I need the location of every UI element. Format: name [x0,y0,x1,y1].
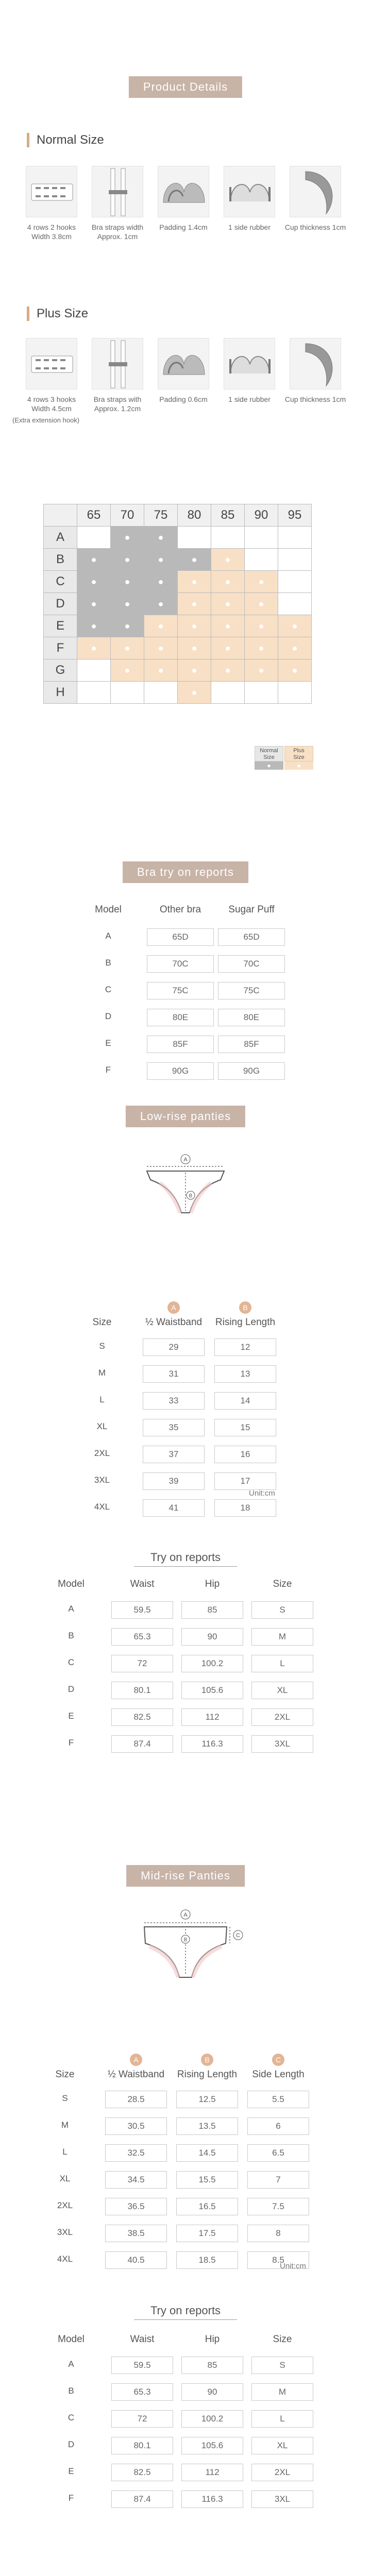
mid-rise-label: 3XL [57,2227,73,2237]
mid-rise-cell: 34.5 [105,2171,167,2189]
mid-rise-tryon-label: B [68,2386,74,2396]
bra-tryon-label: F [105,1065,111,1075]
mid-rise-cell: 36.5 [105,2198,167,2215]
normal-size-label: Normal Size [27,133,104,147]
size-chart-corner [44,504,77,527]
size-cell: ● [111,637,144,659]
size-cell: ● [144,571,178,593]
low-rise-tryon-cell: 2XL [251,1708,313,1726]
mid-rise-cell: 16.5 [176,2198,238,2215]
mid-rise-tryon-cell: S [251,2357,313,2374]
mid-rise-cell: 8 [247,2225,309,2242]
mid-rise-tryon-header: Hip [205,2334,220,2345]
size-cell [245,527,278,549]
mid-rise-cell: 7 [247,2171,309,2189]
mid-rise-cell: 28.5 [105,2091,167,2108]
bra-tryon-label: B [105,958,111,968]
padding-icon [158,338,209,389]
mid-rise-tryon-label: F [68,2493,74,2503]
low-rise-cell: 15 [214,1419,276,1436]
mid-rise-cell: 13.5 [176,2117,238,2135]
mid-rise-tryon-cell: M [251,2383,313,2401]
low-rise-label: L [99,1395,105,1404]
size-cell: ● [77,593,111,615]
low-rise-label: XL [96,1421,108,1431]
hook-and-eye-icon [26,166,77,217]
size-cell: ● [111,549,144,571]
bra-tryon-cell: 80E [147,1009,214,1026]
low-rise-cell: 18 [214,1499,276,1517]
mid-rise-tryon-label: C [68,2413,75,2422]
size-cell: ● [77,571,111,593]
mid-rise-tryon-title: Try on reports [150,2304,221,2317]
low-rise-tryon-label: D [68,1684,75,1694]
size-cell: ● [77,549,111,571]
mid-rise-header: Rising Length [177,2069,238,2080]
low-rise-tryon-cell: 65.3 [111,1628,173,1646]
low-rise-label: S [99,1341,105,1351]
page-title: Product Details [129,76,242,98]
mid-rise-tryon-cell: 112 [181,2464,243,2481]
size-cell [211,682,245,704]
mid-rise-cell: 8.5 [247,2251,309,2269]
mid-rise-cell: 40.5 [105,2251,167,2269]
bra-tryon-header: Other bra [159,904,201,915]
size-cell: ● [178,615,211,637]
mid-rise-tryon-cell: 105.6 [181,2437,243,2454]
low-rise-marker-a: A [167,1301,180,1314]
normal-feature-caption: Bra straps width Approx. 1cm [91,223,144,241]
cup-thickness-icon [290,338,341,389]
size-cell: ● [77,615,111,637]
mid-rise-tryon-cell: 65.3 [111,2383,173,2401]
bra-tryon-header: Model [95,904,122,915]
mid-rise-label: S [62,2093,68,2103]
bra-strap-icon [92,338,143,389]
size-cell: ● [144,659,178,682]
mid-rise-tryon-label: D [68,2439,75,2449]
low-rise-cell: 33 [143,1392,205,1410]
mid-rise-tryon-cell: 2XL [251,2464,313,2481]
legend-plus [284,746,313,761]
low-rise-cell: 12 [214,1338,276,1356]
mid-rise-tryon-label: E [68,2466,74,2476]
size-cell: ● [178,571,211,593]
mid-rise-cell: 6.5 [247,2144,309,2162]
size-cell [278,593,312,615]
mid-rise-label: M [61,2120,69,2130]
low-rise-tryon-header: Model [58,1579,85,1589]
low-rise-tryon-label: F [68,1738,74,1748]
low-rise-tryon-title: Try on reports [150,1551,221,1564]
band-header: 65 [77,504,111,527]
size-cell: ● [178,659,211,682]
low-rise-tryon-label: E [68,1711,74,1721]
svg-text:A: A [183,1157,188,1163]
mid-rise-tryon-cell: 116.3 [181,2490,243,2508]
size-cell [111,682,144,704]
low-rise-tryon-label: A [68,1604,74,1614]
mid-rise-header: Size [55,2069,75,2080]
size-cell: ● [144,549,178,571]
bra-tryon-label: D [105,1011,112,1021]
bra-tryon-cell: 65D [218,928,285,946]
plus-size-label: Plus Size [27,307,88,321]
size-cell [77,682,111,704]
size-cell: ● [178,593,211,615]
low-rise-tryon-header: Size [273,1579,292,1589]
bra-tryon-cell: 90G [147,1062,214,1080]
bra-tryon-cell: 85F [147,1036,214,1053]
cup-header: F [44,637,77,659]
plus-feature-caption: 1 side rubber [228,395,271,403]
size-cell: ● [111,615,144,637]
low-rise-tryon-cell: 87.4 [111,1735,173,1753]
mid-rise-title: Mid-rise Panties [126,1865,245,1887]
size-cell: ● [111,527,144,549]
normal-feature-caption: Padding 1.4cm [159,223,208,231]
extension-hook-note: (Extra extension hook) [12,416,80,424]
size-cell: ● [245,593,278,615]
plus-feature-caption: Bra straps with Approx. 1.2cm [93,395,142,413]
legend-normal [255,746,283,761]
mid-rise-cell: 7.5 [247,2198,309,2215]
band-header: 90 [245,504,278,527]
size-cell [278,549,312,571]
low-rise-marker-b: B [239,1301,251,1314]
mid-rise-tryon-cell: 80.1 [111,2437,173,2454]
size-cell: ● [211,659,245,682]
normal-feature-caption: 1 side rubber [228,223,271,231]
mid-rise-cell: 17.5 [176,2225,238,2242]
low-rise-cell: 37 [143,1446,205,1463]
mid-rise-marker-a: A [130,2054,142,2066]
legend-plus-swatch: ● [284,761,313,770]
svg-text:C: C [236,1933,240,1939]
mid-rise-tryon-cell: XL [251,2437,313,2454]
size-cell: ● [278,637,312,659]
bra-tryon-cell: 85F [218,1036,285,1053]
cup-header: E [44,615,77,637]
size-chart [43,504,312,704]
hook-and-eye-icon [26,338,77,389]
mid-rise-tryon-cell: L [251,2410,313,2428]
mid-rise-marker-b: B [201,2054,213,2066]
normal-feature-caption: 4 rows 2 hooks Width 3.8cm [27,223,76,241]
size-cell [178,527,211,549]
low-rise-tryon-cell: 112 [181,1708,243,1726]
mid-rise-unit: Unit:cm [280,2262,306,2270]
low-rise-panties-diagram [134,1148,237,1220]
mid-rise-label: XL [59,2174,71,2183]
low-rise-label: 3XL [94,1475,110,1485]
cup-header: B [44,549,77,571]
low-rise-tryon-underline [134,1566,237,1567]
bra-tryon-label: C [105,985,112,994]
mid-rise-cell: 12.5 [176,2091,238,2108]
size-cell [245,549,278,571]
low-rise-header: ½ Waistband [145,1317,203,1328]
band-header: 80 [178,504,211,527]
low-rise-tryon-cell: 116.3 [181,1735,243,1753]
low-rise-tryon-label: B [68,1631,74,1640]
mid-rise-tryon-cell: 3XL [251,2490,313,2508]
low-rise-tryon-cell: S [251,1601,313,1619]
size-cell [211,527,245,549]
mid-rise-header: ½ Waistband [107,2069,165,2080]
size-cell [77,659,111,682]
size-cell: ● [278,615,312,637]
legend-normal-label: Normal Size [260,748,278,760]
size-cell [278,682,312,704]
band-header: 95 [278,504,312,527]
low-rise-label: 4XL [94,1502,110,1512]
bra-tryon-label: E [105,1038,111,1048]
low-rise-cell: 16 [214,1446,276,1463]
size-cell: ● [245,571,278,593]
size-cell: ● [211,571,245,593]
low-rise-tryon-cell: 100.2 [181,1655,243,1672]
mid-rise-tryon-label: A [68,2359,74,2369]
low-rise-cell: 17 [214,1472,276,1490]
low-rise-tryon-cell: 105.6 [181,1682,243,1699]
size-cell [144,682,178,704]
size-cell: ● [111,571,144,593]
low-rise-tryon-cell: 3XL [251,1735,313,1753]
mid-rise-tryon-underline [134,2319,237,2320]
mid-rise-header: Side Length [252,2069,305,2080]
size-cell: ● [144,615,178,637]
low-rise-cell: 29 [143,1338,205,1356]
size-cell: ● [144,593,178,615]
size-cell: ● [111,659,144,682]
mid-rise-label: 2XL [57,2200,73,2210]
low-rise-cell: 41 [143,1499,205,1517]
mid-rise-tryon-cell: 82.5 [111,2464,173,2481]
plus-feature-caption: Cup thickness 1cm [284,395,346,403]
mid-rise-tryon-cell: 59.5 [111,2357,173,2374]
low-rise-title: Low-rise panties [126,1106,245,1127]
cup-header: A [44,527,77,549]
size-cell: ● [211,549,245,571]
low-rise-label: 2XL [94,1448,110,1458]
size-cell: ● [211,615,245,637]
plus-feature-caption: Padding 0.6cm [159,395,208,403]
low-rise-unit: Unit:cm [249,1489,275,1498]
mid-rise-cell: 5.5 [247,2091,309,2108]
size-cell: ● [245,637,278,659]
size-cell [278,571,312,593]
low-rise-header: Size [92,1317,112,1328]
svg-text:B: B [183,1937,188,1943]
low-rise-tryon-cell: M [251,1628,313,1646]
low-rise-tryon-cell: 80.1 [111,1682,173,1699]
size-cell: ● [178,682,211,704]
mid-rise-cell: 32.5 [105,2144,167,2162]
size-cell: ● [144,637,178,659]
padding-icon [158,166,209,217]
band-header: 70 [111,504,144,527]
svg-text:A: A [183,1912,188,1918]
bra-tryon-cell: 70C [147,955,214,973]
mid-rise-cell: 14.5 [176,2144,238,2162]
svg-text:B: B [189,1193,193,1199]
cup-header: G [44,659,77,682]
cup-header: C [44,571,77,593]
mid-rise-tryon-cell: 100.2 [181,2410,243,2428]
bra-tryon-cell: 65D [147,928,214,946]
low-rise-cell: 14 [214,1392,276,1410]
size-cell: ● [178,549,211,571]
size-cell: ● [278,659,312,682]
low-rise-cell: 31 [143,1365,205,1383]
mid-rise-panties-diagram [129,1906,247,1984]
mid-rise-cell: 18.5 [176,2251,238,2269]
mid-rise-cell: 15.5 [176,2171,238,2189]
mid-rise-tryon-header: Model [58,2334,85,2345]
low-rise-tryon-cell: 59.5 [111,1601,173,1619]
mid-rise-marker-c: C [272,2054,284,2066]
bra-tryon-cell: 75C [147,982,214,999]
mid-rise-tryon-cell: 90 [181,2383,243,2401]
low-rise-tryon-cell: XL [251,1682,313,1699]
low-rise-cell: 35 [143,1419,205,1436]
plus-feature-caption: 4 rows 3 hooks Width 4.5cm [27,395,76,413]
size-cell: ● [144,527,178,549]
bra-tryon-label: A [105,931,111,941]
mid-rise-cell: 38.5 [105,2225,167,2242]
bra-strap-icon [92,166,143,217]
mid-rise-cell: 30.5 [105,2117,167,2135]
mid-rise-cell: 6 [247,2117,309,2135]
cup-header: H [44,682,77,704]
low-rise-cell: 39 [143,1472,205,1490]
size-cell: ● [211,593,245,615]
side-rubber-icon [224,166,275,217]
bra-tryon-header: Sugar Puff [228,904,275,915]
mid-rise-tryon-header: Waist [130,2334,155,2345]
low-rise-tryon-cell: 90 [181,1628,243,1646]
mid-rise-tryon-cell: 85 [181,2357,243,2374]
side-rubber-icon [224,338,275,389]
bra-tryon-cell: 80E [218,1009,285,1026]
low-rise-label: M [98,1368,106,1378]
low-rise-tryon-cell: 85 [181,1601,243,1619]
bra-tryon-cell: 75C [218,982,285,999]
low-rise-tryon-cell: 72 [111,1655,173,1672]
low-rise-tryon-label: C [68,1657,75,1667]
band-header: 75 [144,504,178,527]
low-rise-tryon-cell: L [251,1655,313,1672]
size-cell: ● [178,637,211,659]
low-rise-cell: 13 [214,1365,276,1383]
low-rise-tryon-cell: 82.5 [111,1708,173,1726]
mid-rise-tryon-cell: 87.4 [111,2490,173,2508]
bra-tryon-cell: 90G [218,1062,285,1080]
legend-plus-label: Plus Size [293,748,305,760]
size-cell: ● [245,659,278,682]
size-cell: ● [77,637,111,659]
mid-rise-tryon-cell: 72 [111,2410,173,2428]
size-cell: ● [245,615,278,637]
size-cell: ● [111,593,144,615]
low-rise-tryon-header: Waist [130,1579,155,1589]
low-rise-tryon-header: Hip [205,1579,220,1589]
size-cell: ● [211,637,245,659]
size-cell [278,527,312,549]
bra-tryon-title: Bra try on reports [123,861,248,883]
mid-rise-tryon-header: Size [273,2334,292,2345]
legend-normal-swatch: ● [255,761,283,770]
band-header: 85 [211,504,245,527]
cup-thickness-icon [290,166,341,217]
size-cell [77,527,111,549]
bra-tryon-cell: 70C [218,955,285,973]
low-rise-header: Rising Length [215,1317,276,1328]
mid-rise-label: 4XL [57,2254,73,2264]
mid-rise-label: L [62,2147,68,2157]
normal-feature-caption: Cup thickness 1cm [284,223,346,231]
size-cell [245,682,278,704]
cup-header: D [44,593,77,615]
